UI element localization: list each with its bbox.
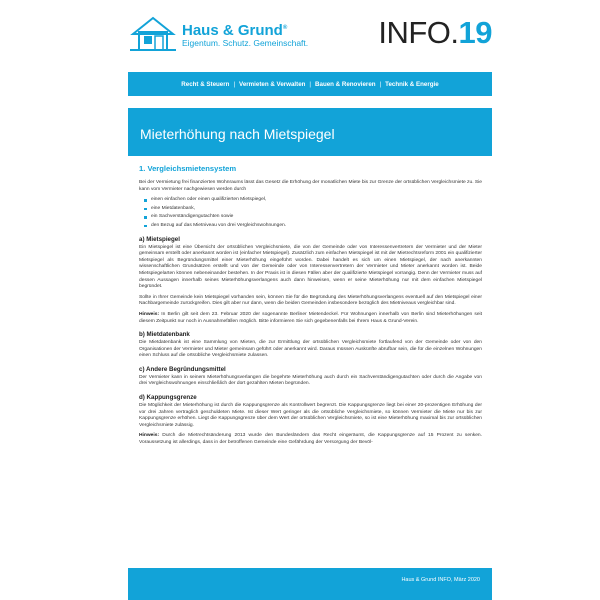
document-title: Mieterhöhung nach Mietspiegel bbox=[140, 126, 335, 142]
title-band bbox=[128, 108, 492, 156]
category-vermieten-verwalten: Vermieten & Verwalten bbox=[239, 80, 306, 88]
paragraph: Sollte in Ihrer Gemeinde kein Mietspiegel vorhanden sein, können Sie für die Begründung des Mieterhöhungsverlangens eventuell auf den Mietspiegel einer Nachbargemeinde zurückgreifen. Dies gilt aber nur dann, wenn die beiden Gemeinden insbesondere bezüglich des Mietniveaus vergleichbar sind. bbox=[139, 294, 482, 307]
paragraph: Die Mietdatenbank ist eine Sammlung von Mieten, die zur Ermittlung der ortsüblichen Vergleichsmiete fortlaufend von der Gemeinde oder von den Organisationen der Vermieter und Mieter gemeinsam geführt oder anerkannt wird. Daraus müssen Auskünfte abrufbar sein, die für die einzelnen Wohnungen einen Schluss auf die ortsübliche Vergleichsmiete zulassen. bbox=[139, 340, 482, 359]
hint-label: Hinweis: bbox=[139, 433, 160, 439]
hint-paragraph: Hinweis: In Berlin gilt seit dem 23. Februar 2020 der sogenannte Berliner Mietendeckel. Für Wohnungen innerhalb von Berlin sind Mieterhöhungen seit diesem Zeitpunkt nur noch in Ausnahmefällen möglich. Bitte informieren Sie sich gegebenenfalls bei Ihrem Haus & Grund-Verein. bbox=[139, 311, 482, 324]
list-item: eine Mietdatenbank, bbox=[151, 206, 482, 213]
house-logo-icon bbox=[128, 14, 178, 54]
subheading-kappungsgrenze: d) Kappungsgrenze bbox=[139, 394, 197, 402]
document-page bbox=[128, 0, 492, 600]
hint-paragraph: Hinweis: Durch die Mietrechtsänderung 2013 wurde den Bundesländern das Recht eingeräumt, die Kappungsgrenze auf 15 Prozent zu senken. Voraussetzung ist allerdings, dass in der betroffenen Gemeinde eine Gefährdung der Versorgung der Bevöl- bbox=[139, 433, 483, 446]
bullet-list bbox=[139, 197, 482, 229]
brand-name: Haus & Grund® bbox=[182, 22, 288, 39]
document-header bbox=[128, 14, 492, 64]
subheading-mietspiegel: a) Mietspiegel bbox=[139, 235, 180, 243]
list-item: den Bezug auf das Mietniveau von drei Vergleichswohnungen. bbox=[151, 223, 482, 230]
section-heading: 1. Vergleichsmietensystem bbox=[139, 164, 237, 173]
hint-label: Hinweis: bbox=[139, 311, 160, 317]
category-bar bbox=[128, 72, 492, 96]
category-separator: | bbox=[379, 80, 382, 88]
list-item: ein Sachverständigengutachten sowie bbox=[151, 214, 482, 221]
category-technik-energie: Technik & Energie bbox=[385, 80, 439, 88]
category-bauen-renovieren: Bauen & Renovieren bbox=[315, 80, 376, 88]
footer-text: Haus & Grund INFO, März 2020 bbox=[401, 577, 480, 583]
subheading-andere-begruendungsmittel: c) Andere Begründungsmittel bbox=[139, 365, 226, 373]
paragraph: Ein Mietspiegel ist eine Übersicht der ortsüblichen Vergleichsmiete, die von der Gemeinde oder von Interessenvertretern der Vermieter und der Mieter gemeinsam erstellt oder anerkannt worden ist (einfacher Mietspiegel). Zusätzlich zum einfachen Mietspiegel ist mit der Mietrechtsreform 2001 ein qualifizierter Mietspiegel als Begründungsmittel einer Mieterhöhung eingeführt worden. Dabei handelt es sich um einen Mietspiegel, der nach anerkannten wissenschaftlichen Grundsätzen erstellt und von der Gemeinde oder von Interessenvertretern der Vermieter und Mieter anerkannt worden ist. Beide Mietspiegelarten können nebeneinander bestehen. In der Praxis ist in diesen Fällen aber der qualifizierte Mietspiegel vorrangig. Denn der Vermieter muss auf dessen Aussagen innerhalb seines Mieterhöhungsverlangens auch dann hinweisen, wenn er seine Mieterhöhung nur mit dem einfachen Mietspiegel begründet. bbox=[139, 244, 482, 290]
document-body bbox=[139, 164, 482, 451]
category-separator: | bbox=[233, 80, 236, 88]
intro-paragraph: Bei der Vermietung frei finanzierten Wohnraums lässt das Gesetz die Erhöhung der monatlichen Miete bis zur Grenze der ortsüblichen Vergleichsmiete zu. Sie kann vom Vermieter nachgewiesen werden durch bbox=[139, 180, 482, 192]
info-number-title: INFO.19 bbox=[378, 15, 492, 50]
category-recht-steuern: Recht & Steuern bbox=[181, 80, 230, 88]
paragraph: Die Möglichkeit der Mieterhöhung ist durch die Kappungsgrenze als Kontrollwert begrenzt. Die Kappungsgrenze liegt bei einer 20-prozentigen Erhöhung der vor drei Jahren vertraglich geschuldeten Miete. Ist dieser Wert geringer als die ortsübliche Vergleichsmiete, so können Vermieter die Miete nur bis zur Kappungsgrenze erhöhen. Liegt die Kappungsgrenze über dem Wert der ortsüblichen Vergleichsmiete, so ist eine Mieterhöhung maximal bis zur ortsüblichen Vergleichsmiete zulässig. bbox=[139, 403, 482, 428]
list-item: einen einfachen oder einen qualifizierten Mietspiegel, bbox=[151, 197, 482, 204]
paragraph: Der Vermieter kann in seinem Mieterhöhungsverlangen die begehrte Mieterhöhung auch durch ein Sachverständigengutachten oder durch die Angabe von drei Vergleichswohnungen einschließlich der dort gezahlten Mieten begründen. bbox=[139, 374, 482, 387]
brand-tagline: Eigentum. Schutz. Gemeinschaft. bbox=[182, 38, 309, 48]
category-separator: | bbox=[309, 80, 312, 88]
footer-band bbox=[128, 568, 492, 600]
subheading-mietdatenbank: b) Mietdatenbank bbox=[139, 331, 190, 339]
